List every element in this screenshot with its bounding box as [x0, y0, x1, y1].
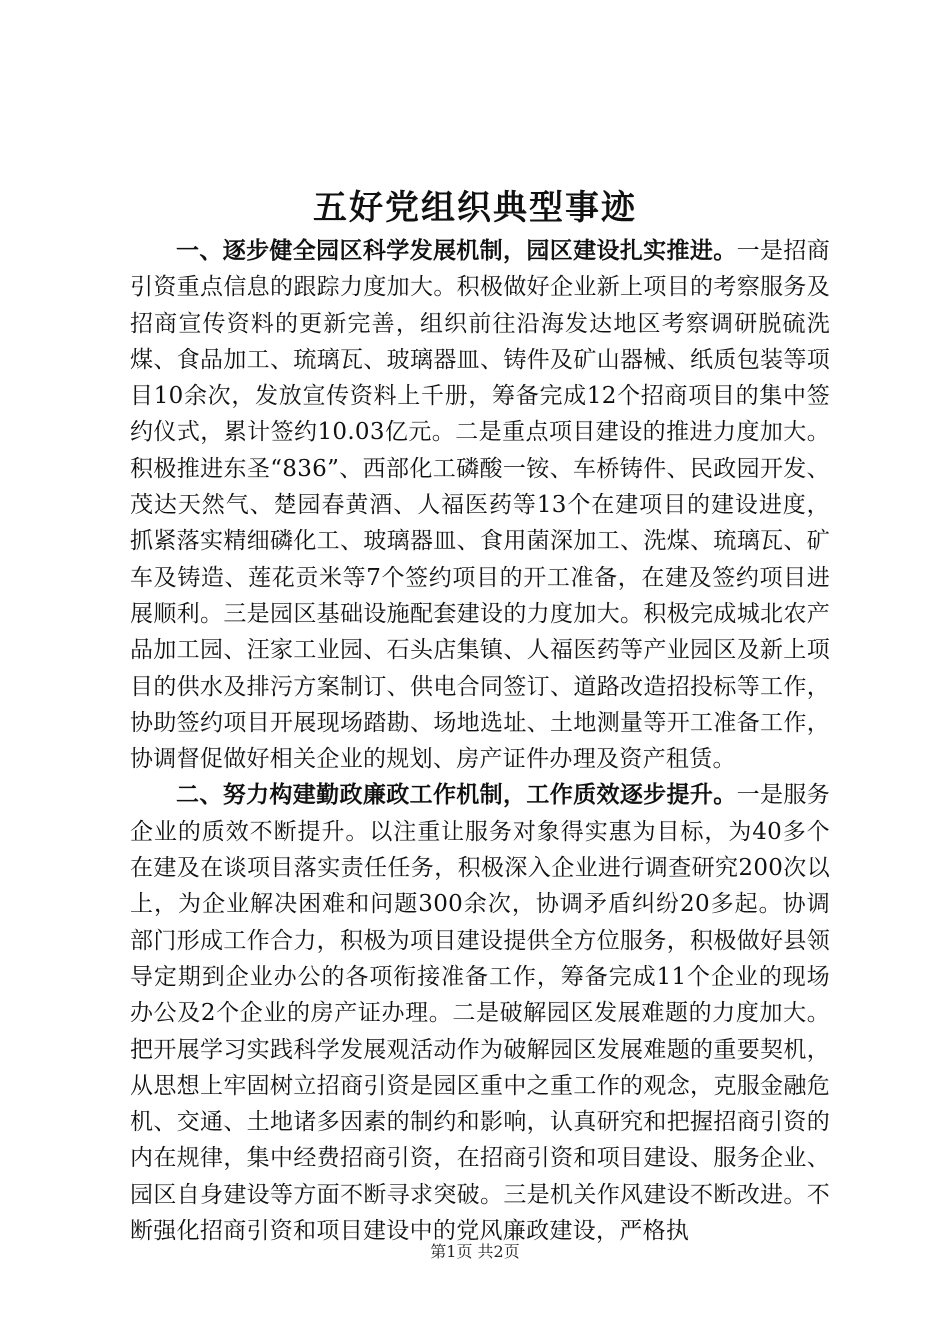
document-title: 五好党组织典型事迹	[313, 188, 637, 228]
section-heading: 二、努力构建勤政廉政工作机制，工作质效逐步提升。	[176, 781, 737, 809]
section-text: 一是招商引资重点信息的跟踪力度加大。积极做好企业新上项目的考察服务及招商宣传资料的更新完善，组织前往沿海发达地区考察调研脱硫洗煤、食品加工、琉璃瓦、玻璃器皿、铸件及矿山器械、纸质包装等项目10余次，发放宣传资料上千册，筹备完成12个招商项目的集中签约仪式，累计签约10.03亿元。二是重点项目建设的推进力度加大。积极推进东圣“836”、西部化工磷酸一铵、车桥铸件、民政园开发、茂达天然气、楚园春黄酒、人福医药等13个在建项目的建设进度，抓紧落实精细磷化工、玻璃器皿、食用菌深加工、洗煤、琉璃瓦、矿车及铸造、莲花贡米等7个签约项目的开工准备，在建及签约项目进展顺利。三是园区基础设施配套建设的力度加大。积极完成城北农产品加工园、汪家工业园、石头店集镇、人福医药等产业园区及新上项目的供水及排污方案制订、供电合同签订、道路改造招投标等工作，协助签约项目开展现场踏勘、场地选址、土地测量等开工准备工作，协调督促做好相关企业的规划、房产证件办理及资产租赁。	[130, 238, 831, 773]
section-heading: 一、逐步健全园区科学发展机制，园区建设扎实推进。	[176, 237, 737, 264]
document-body	[130, 233, 830, 1249]
section-paragraph	[130, 777, 830, 1249]
section-text: 一是服务企业的质效不断提升。以注重让服务对象得实惠为目标，为40多个在建及在谈项目落实责任任务，积极深入企业进行调查研究200次以上，为企业解决困难和问题300余次，协调矛盾纠纷20多起。协调部门形成工作合力，积极为项目建设提供全方位服务，积极做好县领导定期到企业办公的各项衔接准备工作，筹备完成11个企业的现场办公及2个企业的房产证办理。二是破解园区发展难题的力度加大。把开展学习实践科学发展观活动作为破解园区发展难题的重要契机，从思想上牢固树立招商引资是园区重中之重工作的观念，克服金融危机、交通、土地诸多因素的制约和影响，认真研究和把握招商引资的内在规律，集中经费招商引资，在招商引资和项目建设、服务企业、园区自身建设等方面不断寻求突破。三是机关作风建设不断改进。不断强化招商引资和项目建设中的党风廉政建设，严格执	[130, 782, 831, 1245]
section-paragraph	[130, 233, 830, 777]
page-footer: 第1页 共2页	[430, 1242, 520, 1261]
